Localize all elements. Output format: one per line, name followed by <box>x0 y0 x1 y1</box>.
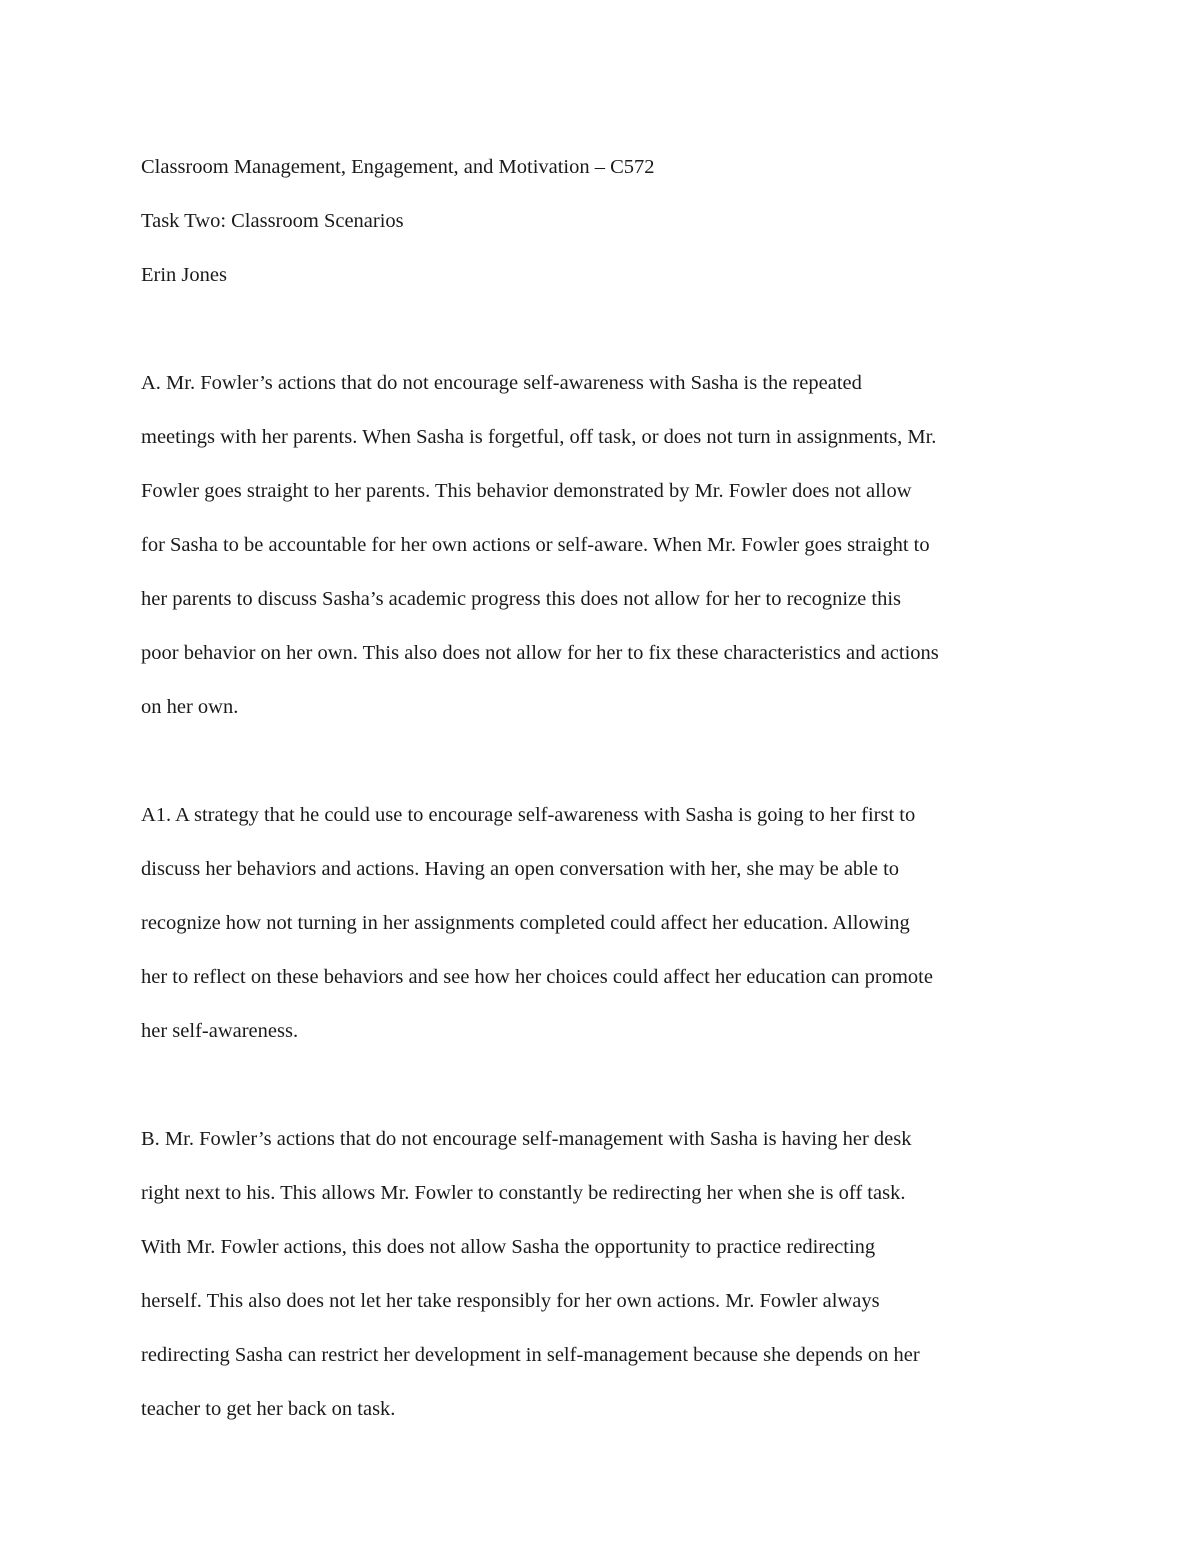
paragraph-line: herself. This also does not let her take responsibly for her own actions. Mr. Fowler always <box>141 1290 880 1312</box>
task-title: Task Two: Classroom Scenarios <box>141 210 404 232</box>
paragraph-line: discuss her behaviors and actions. Having an open conversation with her, she may be able to <box>141 858 900 880</box>
paragraph-line: right next to his. This allows Mr. Fowler to constantly be redirecting her when she is off task. <box>141 1182 906 1204</box>
section-b-paragraph <box>141 1112 1081 1436</box>
paragraph-line: Fowler goes straight to her parents. This behavior demonstrated by Mr. Fowler does not allow <box>141 480 912 502</box>
section-a-paragraph <box>141 356 1081 734</box>
paragraph-line: recognize how not turning in her assignments completed could affect her education. Allowing <box>141 912 910 934</box>
section-gap <box>141 1058 1081 1112</box>
paragraph-line: her parents to discuss Sasha’s academic progress this does not allow for her to recognize this <box>141 588 902 610</box>
paragraph-line: redirecting Sasha can restrict her development in self-management because she depends on her <box>141 1344 920 1366</box>
author-name: Erin Jones <box>141 264 227 286</box>
section-a1-paragraph <box>141 788 1081 1058</box>
document-body <box>141 140 1081 1436</box>
paragraph-line: her to reflect on these behaviors and see how her choices could affect her education can promote <box>141 966 933 988</box>
paragraph-line: A1. A strategy that he could use to encourage self-awareness with Sasha is going to her first to <box>141 804 916 826</box>
paragraph-line: for Sasha to be accountable for her own actions or self-aware. When Mr. Fowler goes straight to <box>141 534 930 556</box>
paragraph-line: poor behavior on her own. This also does not allow for her to fix these characteristics and actions <box>141 642 939 664</box>
section-gap <box>141 734 1081 788</box>
paragraph-line: With Mr. Fowler actions, this does not allow Sasha the opportunity to practice redirecting <box>141 1236 876 1258</box>
paragraph-line: on her own. <box>141 696 239 718</box>
paragraph-line: B. Mr. Fowler’s actions that do not encourage self-management with Sasha is having her desk <box>141 1128 912 1150</box>
paragraph-line: her self-awareness. <box>141 1020 299 1042</box>
paragraph-line: teacher to get her back on task. <box>141 1398 396 1420</box>
paragraph-line: meetings with her parents. When Sasha is forgetful, off task, or does not turn in assignments, Mr. <box>141 426 937 448</box>
course-title: Classroom Management, Engagement, and Motivation – C572 <box>141 156 655 178</box>
section-gap <box>141 302 1081 356</box>
paragraph-line: A. Mr. Fowler’s actions that do not encourage self-awareness with Sasha is the repeated <box>141 372 862 394</box>
